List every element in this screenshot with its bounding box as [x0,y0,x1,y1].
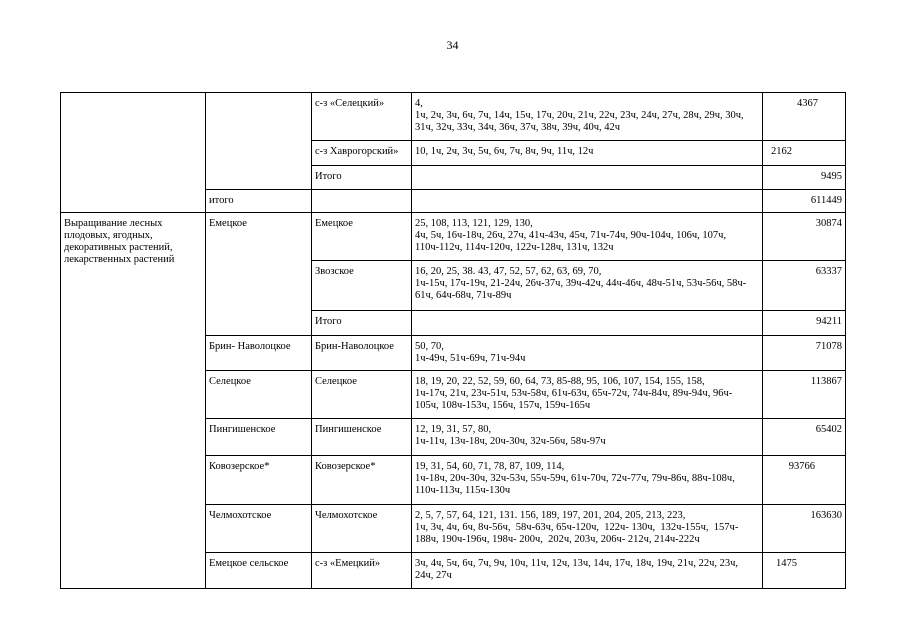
district-cell: Брин- Наволоцкое [206,336,312,371]
area-cell: 611449 [763,190,846,213]
forestry-cell: с-з Хаврогорский» [312,141,412,166]
forest-use-table [60,92,846,589]
forestry-cell: Пингишенское [312,419,412,456]
area-cell: 9495 [763,166,846,190]
area-cell: 1475 [763,553,846,589]
table-row [61,213,846,261]
quarters-cell: 4, 1ч, 2ч, 3ч, 6ч, 7ч, 14ч, 15ч, 17ч, 20ч, 21ч, 22ч, 23ч, 24ч, 27ч, 28ч, 29ч, 30ч, 31ч, 32ч, 33ч, 34ч, 36ч, 37ч, 38ч, 39ч, 40ч, 42ч [412,93,763,141]
forestry-cell: Ковозерское* [312,456,412,505]
area-cell: 30874 [763,213,846,261]
forestry-cell: Итого [312,166,412,190]
district-cell: Ковозерское* [206,456,312,505]
quarters-cell: 3ч, 4ч, 5ч, 6ч, 7ч, 9ч, 10ч, 11ч, 12ч, 13ч, 14ч, 17ч, 18ч, 19ч, 21ч, 22ч, 23ч, 24ч, 27ч [412,553,763,589]
district-cell: Челмохотское [206,505,312,553]
forestry-cell: Звозское [312,261,412,311]
area-cell: 113867 [763,371,846,419]
table-row [61,93,846,141]
district-cell: Пингишенское [206,419,312,456]
area-cell: 71078 [763,336,846,371]
quarters-cell: 16, 20, 25, 38. 43, 47, 52, 57, 62, 63, 69, 70, 1ч-15ч, 17ч-19ч, 21-24ч, 26ч-37ч, 39ч-42ч, 44ч-46ч, 48ч-51ч, 53ч-56ч, 58ч- 61ч, 64ч-68ч, 71ч-89ч [412,261,763,311]
quarters-cell: 12, 19, 31, 57, 80, 1ч-11ч, 13ч-18ч, 20ч-30ч, 32ч-56ч, 58ч-97ч [412,419,763,456]
area-cell: 2162 [763,141,846,166]
quarters-cell: 25, 108, 113, 121, 129, 130, 4ч, 5ч, 16ч-18ч, 26ч, 27ч, 41ч-43ч, 45ч, 71ч-74ч, 90ч-104ч, 106ч, 107ч, 110ч-112ч, 114ч-120ч, 122ч-128ч, 131ч, 132ч [412,213,763,261]
quarters-cell: 50, 70, 1ч-49ч, 51ч-69ч, 71ч-94ч [412,336,763,371]
forestry-cell: с-з «Емецкий» [312,553,412,589]
district-cell: итого [206,190,312,213]
quarters-cell: 18, 19, 20, 22, 52, 59, 60, 64, 73, 85-88, 95, 106, 107, 154, 155, 158, 1ч-17ч, 21ч, 23ч-51ч, 53ч-58ч, 61ч-63ч, 65ч-72ч, 74ч-84ч, 89ч-94ч, 96ч- 105ч, 108ч-153ч, 156ч, 157ч, 159ч-165ч [412,371,763,419]
district-cell: Емецкое сельское [206,553,312,589]
area-cell: 94211 [763,311,846,336]
area-cell: 63337 [763,261,846,311]
area-cell: 163630 [763,505,846,553]
quarters-cell: 2, 5, 7, 57, 64, 121, 131. 156, 189, 197, 201, 204, 205, 213, 223, 1ч, 3ч, 4ч, 6ч, 8ч-56ч, 58ч-63ч, 65ч-120ч, 122ч- 130ч, 132ч-155ч, 157ч- 188ч, 190ч-196ч, 198ч- 200ч, 202ч, 203ч, 206ч- 212ч, 214ч-222ч [412,505,763,553]
forestry-cell: Брин-Наволоцкое [312,336,412,371]
area-cell: 65402 [763,419,846,456]
district-cell: Селецкое [206,371,312,419]
area-cell: 4367 [763,93,846,141]
area-cell: 93766 [763,456,846,505]
page-number: 34 [446,38,459,52]
forestry-cell: Челмохотское [312,505,412,553]
activity-cell: Выращивание лесных плодовых, ягодных, декоративных растений, лекарственных растений [61,213,206,589]
quarters-cell [412,166,763,190]
forestry-cell: Итого [312,311,412,336]
quarters-cell [412,311,763,336]
quarters-cell: 19, 31, 54, 60, 71, 78, 87, 109, 114, 1ч-18ч, 20ч-30ч, 32ч-53ч, 55ч-59ч, 61ч-70ч, 72ч-77ч, 79ч-86ч, 88ч-108ч, 110ч-113ч, 115ч-130ч [412,456,763,505]
district-cell [206,93,312,190]
forestry-cell [312,190,412,213]
forestry-cell: Емецкое [312,213,412,261]
activity-cell [61,93,206,213]
district-cell: Емецкое [206,213,312,336]
forestry-cell: Селецкое [312,371,412,419]
quarters-cell [412,190,763,213]
forestry-cell: с-з «Селецкий» [312,93,412,141]
quarters-cell: 10, 1ч, 2ч, 3ч, 5ч, 6ч, 7ч, 8ч, 9ч, 11ч, 12ч [412,141,763,166]
